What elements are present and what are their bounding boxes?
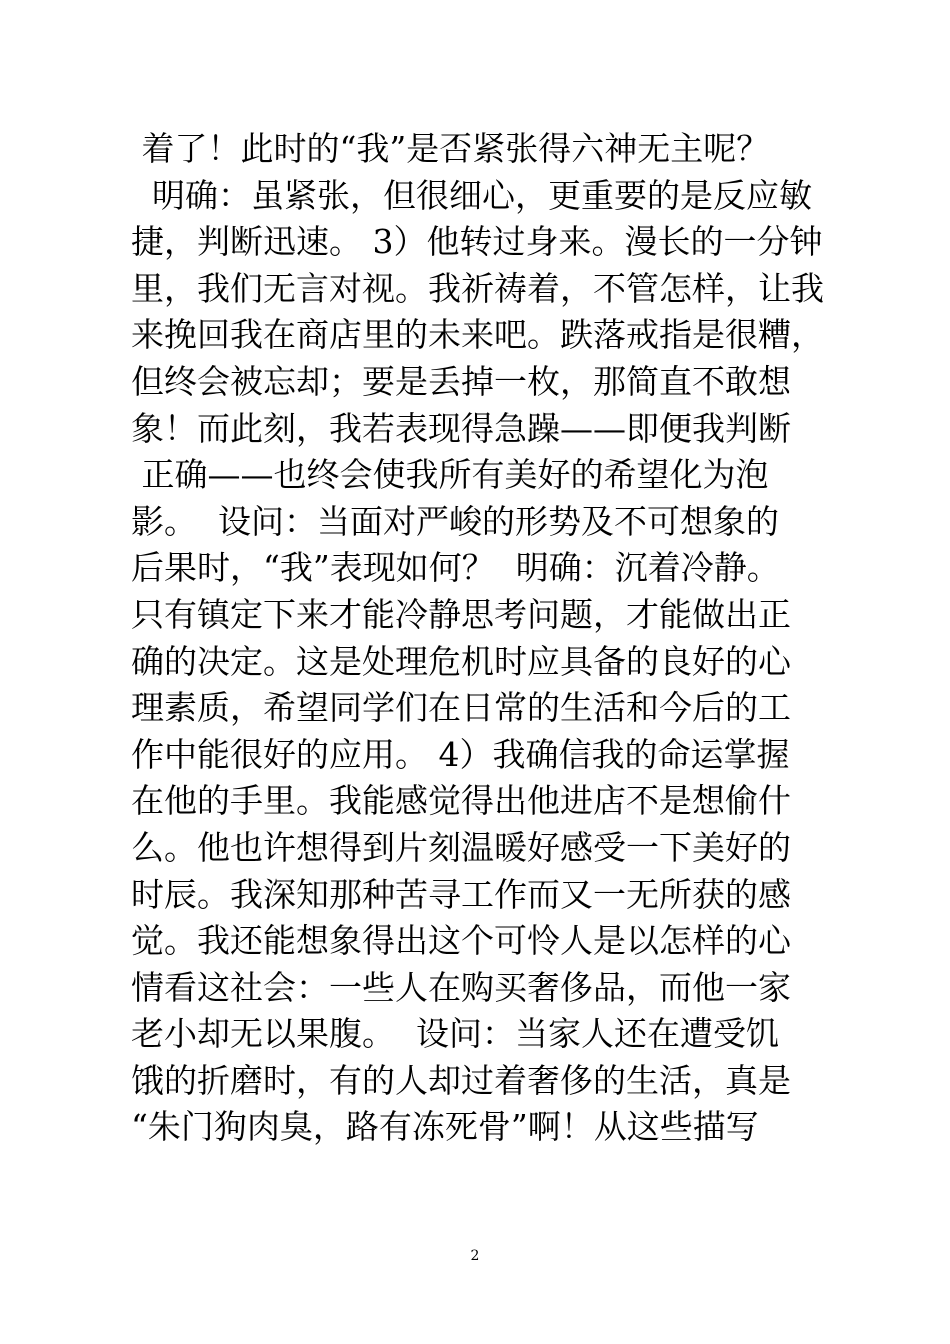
text-line: 正确——也终会使我所有美好的希望化为泡 — [131, 455, 769, 495]
text-line: 明确：虽紧张，但很细心，更重要的是反应敏 — [131, 175, 812, 215]
text-line: 作中能很好的应用。 4）我确信我的命运掌握 — [131, 734, 790, 774]
text-line: 后果时，“我”表现如何？ 明确：沉着冷静。 — [131, 548, 780, 588]
text-line: 但终会被忘却；要是丢掉一枚，那简直不敢想 — [131, 361, 791, 401]
text-line: 里，我们无言对视。我祈祷着，不管怎样，让我 — [131, 268, 824, 308]
body-text — [131, 126, 831, 1151]
text-line: 饿的折磨时，有的人却过着奢侈的生活，真是 — [131, 1060, 791, 1100]
text-line: 觉。我还能想象得出这个可怜人是以怎样的心 — [131, 921, 791, 961]
text-line: 情看这社会：一些人在购买奢侈品，而他一家 — [131, 967, 791, 1007]
text-line: 老小却无以果腹。 设问：当家人还在遭受饥 — [131, 1014, 779, 1054]
page-number: 2 — [470, 1248, 480, 1264]
text-line: “朱门狗肉臭，路有冻死骨”啊！从这些描写 — [131, 1107, 759, 1147]
text-line: 确的决定。这是处理危机时应具备的良好的心 — [131, 641, 791, 681]
text-line: 时辰。我深知那种苦寻工作而又一无所获的感 — [131, 874, 791, 914]
text-line: 影。 设问：当面对严峻的形势及不可想象的 — [131, 501, 779, 541]
text-line: 捷，判断迅速。 3）他转过身来。漫长的一分钟 — [131, 222, 823, 262]
text-line: 象！而此刻，我若表现得急躁——即便我判断 — [131, 408, 791, 448]
text-line: 来挽回我在商店里的未来吧。跌落戒指是很糟， — [131, 315, 824, 355]
text-line: 理素质，希望同学们在日常的生活和今后的工 — [131, 688, 791, 728]
text-line: 着了！此时的“我”是否紧张得六神无主呢？ — [131, 129, 770, 168]
text-line: 只有镇定下来才能冷静思考问题，才能做出正 — [131, 594, 791, 634]
text-line: 在他的手里。我能感觉得出他进店不是想偷什 — [131, 781, 791, 821]
text-line: 么。他也许想得到片刻温暖好感受一下美好的 — [131, 827, 791, 867]
